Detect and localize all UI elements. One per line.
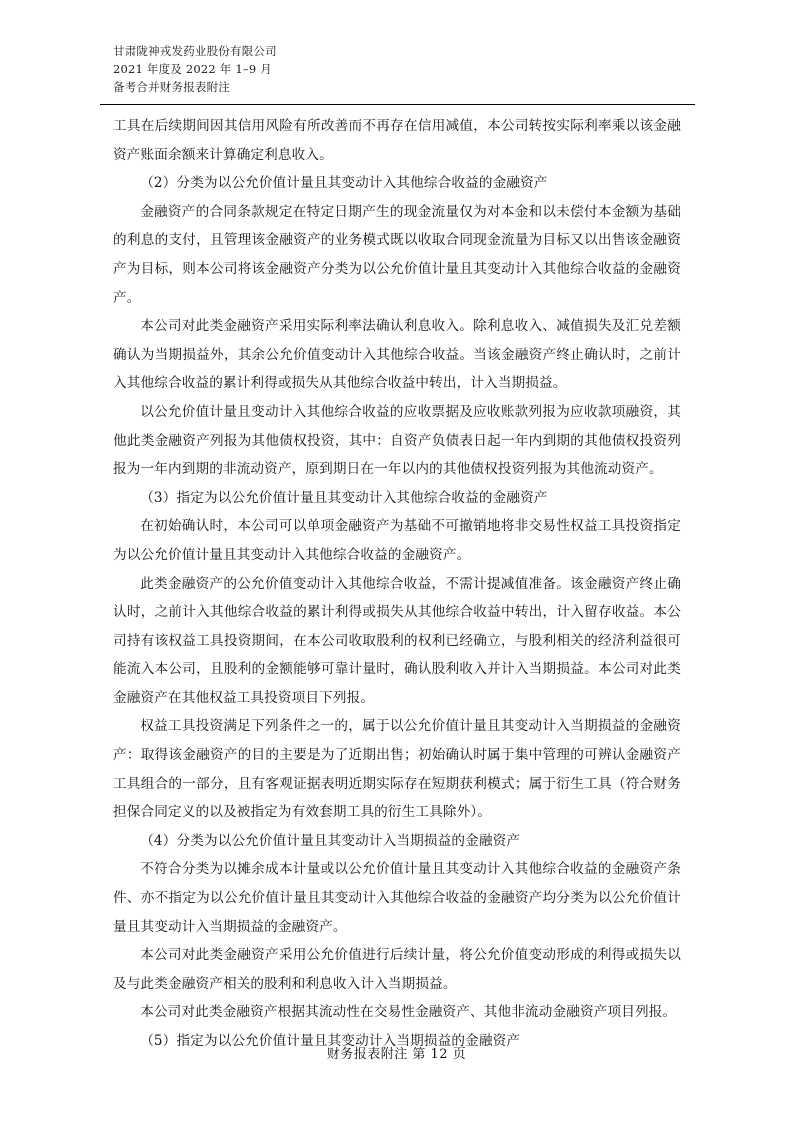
paragraph: （2）分类为以公允价值计量且其变动计入其他综合收益的金融资产 — [140, 175, 548, 192]
header-company-name: 甘肃陇神戎发药业股份有限公司 — [113, 44, 277, 58]
paragraph: （4）分类为以公允价值计量且其变动计入当期损益的金融资产 — [140, 832, 521, 849]
paragraph: 此类金融资产的公允价值变动计入其他综合收益，不需计提减值准备。该金融资产终止确认时，之前计入其他综合收益的累计利得或损失从其他综合收益中转出，计入留存收益。本公司持有该权益工具投资期间，在本公司收取股利的权利已经确立，与股利相关的经济利益很可能流入本公司，且股利的金额能够可靠计量时，确认股利收入并计入当期损益。本公司对此类金融资产在其他权益工具投资项目下列报。 — [113, 575, 681, 706]
header-divider — [100, 104, 695, 105]
header-period: 2021 年度及 2022 年 1–9 月 — [113, 62, 272, 76]
page-footer: 财务报表附注 第 12 页 — [326, 1047, 467, 1062]
paragraph: （5）指定为以公允价值计量且其变动计入当期损益的金融资产 — [140, 1033, 521, 1049]
paragraph: 本公司对此类金融资产采用公允价值进行后续计量，将公允价值变动形成的利得或损失以及与此类金融资产相关的股利和利息收入计入当期损益。 — [113, 947, 681, 992]
paragraph: 以公允价值计量且变动计入其他综合收益的应收票据及应收账款列报为应收款项融资，其他此类金融资产列报为其他债权投资，其中：自资产负债表日起一年内到期的其他债权投资列报为一年内到期的非流动资产，原到期日在一年以内的其他债权投资列报为其他流动资产。 — [113, 403, 681, 478]
paragraph: 不符合分类为以摊余成本计量或以公允价值计量且其变动计入其他综合收益的金融资产条件、亦不指定为以公允价值计量且其变动计入其他综合收益的金融资产均分类为以公允价值计量且其变动计入当期损益的金融资产。 — [113, 861, 681, 935]
header-document-type: 备考合并财务报表附注 — [113, 80, 230, 94]
paragraph: 本公司对此类金融资产采用实际利率法确认利息收入。除利息收入、减值损失及汇兑差额确认为当期损益外，其余公允价值变动计入其他综合收益。当该金融资产终止确认时，之前计入其他综合收益的累计利得或损失从其他综合收益中转出，计入当期损益。 — [113, 318, 681, 392]
paragraph: （3）指定为以公允价值计量且其变动计入其他综合收益的金融资产 — [140, 489, 548, 506]
paragraph: 金融资产的合同条款规定在特定日期产生的现金流量仅为对本金和以未偿付本金额为基础的利息的支付，且管理该金融资产的业务模式既以收取合同现金流量为目标又以出售该金融资产为目标，则本公司将该金融资产分类为以公允价值计量且其变动计入其他综合收益的金融资产。 — [113, 203, 681, 306]
document-header — [113, 42, 693, 96]
paragraph: 权益工具投资满足下列条件之一的，属于以公允价值计量且其变动计入当期损益的金融资产：取得该金融资产的目的主要是为了近期出售；初始确认时属于集中管理的可辨认金融资产工具组合的一部分，且有客观证据表明近期实际存在短期获利模式；属于衍生工具（符合财务担保合同定义的以及被指定为有效套期工具的衍生工具除外）。 — [113, 718, 681, 821]
paragraph: 工具在后续期间因其信用风险有所改善而不再存在信用减值，本公司转按实际利率乘以该金融资产账面余额来计算确定利息收入。 — [113, 118, 681, 163]
document-body — [113, 112, 681, 1056]
paragraph: 本公司对此类金融资产根据其流动性在交易性金融资产、其他非流动金融资产项目列报。 — [140, 1004, 677, 1021]
paragraph: 在初始确认时，本公司可以单项金融资产为基础不可撤销地将非交易性权益工具投资指定为以公允价值计量且其变动计入其他综合收益的金融资产。 — [113, 518, 681, 563]
